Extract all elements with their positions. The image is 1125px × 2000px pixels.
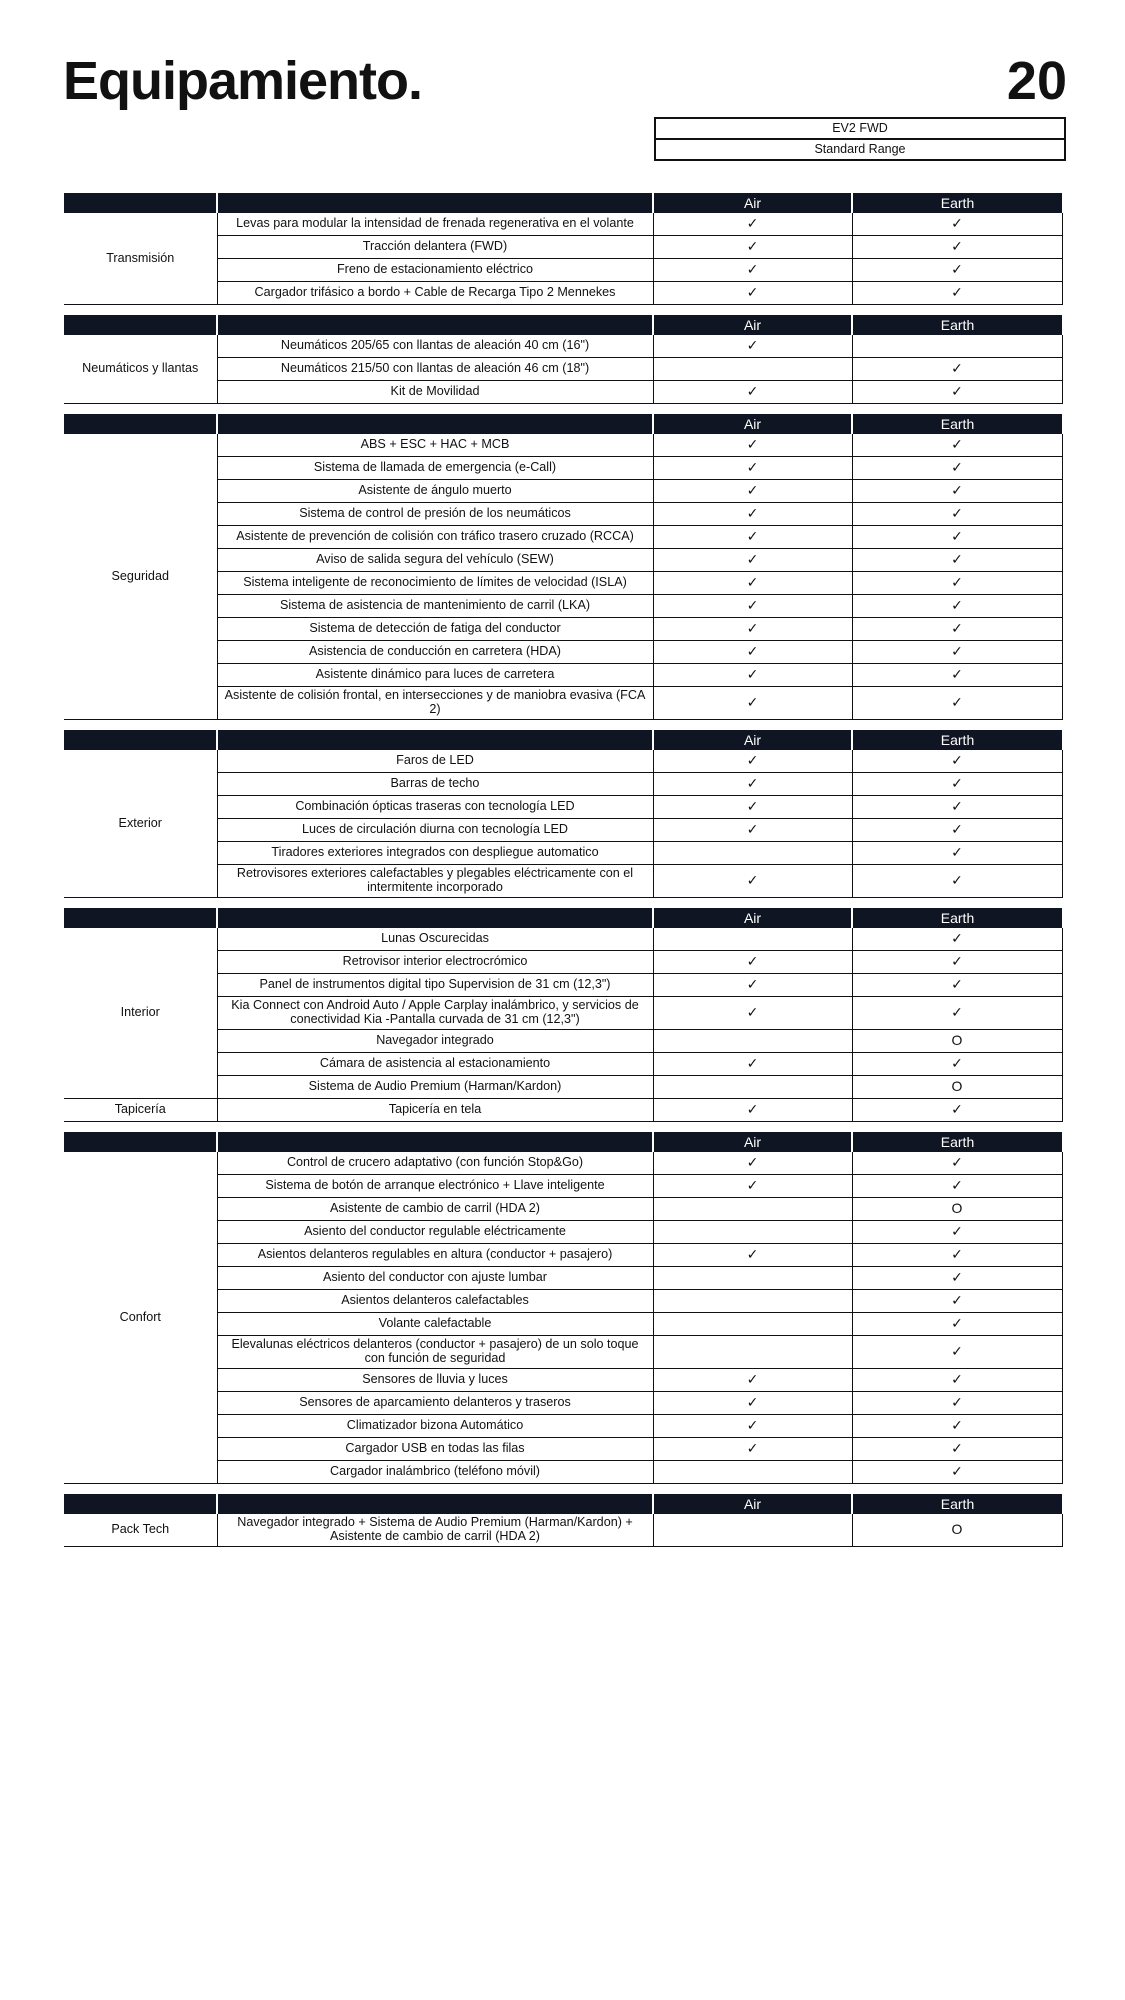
feature-name: ABS + ESC + HAC + MCB [217, 434, 653, 457]
feature-name: Neumáticos 215/50 con llantas de aleación 46 cm (18") [217, 358, 653, 381]
air-availability: ✓ [653, 1053, 852, 1076]
feature-name: Asiento del conductor con ajuste lumbar [217, 1267, 653, 1290]
air-availability [653, 1076, 852, 1099]
header-blank-category [64, 193, 217, 213]
category-label: Pack Tech [64, 1514, 217, 1547]
feature-name: Luces de circulación diurna con tecnología LED [217, 819, 653, 842]
spec-table-confort [64, 1132, 1063, 1484]
air-availability: ✓ [653, 1392, 852, 1415]
category-label: Confort [64, 1152, 217, 1484]
table-header-row [64, 1494, 1062, 1514]
spec-table-seguridad [64, 414, 1063, 720]
header-blank-feature [217, 1494, 653, 1514]
feature-name: Navegador integrado + Sistema de Audio Premium (Harman/Kardon) + Asistente de cambio de carril (HDA 2) [217, 1514, 653, 1547]
air-availability: ✓ [653, 434, 852, 457]
earth-availability: O [852, 1198, 1062, 1221]
earth-availability: ✓ [852, 572, 1062, 595]
earth-availability: ✓ [852, 434, 1062, 457]
air-availability: ✓ [653, 997, 852, 1030]
header-blank-category [64, 1494, 217, 1514]
table-row [64, 1152, 1062, 1175]
air-availability: ✓ [653, 480, 852, 503]
earth-availability: ✓ [852, 997, 1062, 1030]
feature-name: Sistema de Audio Premium (Harman/Kardon) [217, 1076, 653, 1099]
air-availability: ✓ [653, 951, 852, 974]
air-availability: ✓ [653, 595, 852, 618]
earth-availability: ✓ [852, 773, 1062, 796]
air-availability: ✓ [653, 773, 852, 796]
category-label: Transmisión [64, 213, 217, 305]
air-availability: ✓ [653, 1175, 852, 1198]
feature-name: Sistema de control de presión de los neumáticos [217, 503, 653, 526]
category-label: Exterior [64, 750, 217, 898]
air-availability [653, 1221, 852, 1244]
air-availability [653, 1267, 852, 1290]
feature-name: Cargador trifásico a bordo + Cable de Recarga Tipo 2 Mennekes [217, 282, 653, 305]
air-availability [653, 928, 852, 951]
feature-name: Elevalunas eléctricos delanteros (conductor + pasajero) de un solo toque con función de seguridad [217, 1336, 653, 1369]
header-earth: Earth [852, 193, 1062, 213]
header-blank-feature [217, 1132, 653, 1152]
air-availability: ✓ [653, 572, 852, 595]
header-blank-category [64, 730, 217, 750]
earth-availability: ✓ [852, 842, 1062, 865]
feature-name: Cargador USB en todas las filas [217, 1438, 653, 1461]
earth-availability: ✓ [852, 1221, 1062, 1244]
air-availability: ✓ [653, 213, 852, 236]
air-availability [653, 1030, 852, 1053]
earth-availability: ✓ [852, 1438, 1062, 1461]
earth-availability: O [852, 1030, 1062, 1053]
header-air: Air [653, 908, 852, 928]
air-availability: ✓ [653, 335, 852, 358]
feature-name: Sistema de asistencia de mantenimiento de carril (LKA) [217, 595, 653, 618]
feature-name: Retrovisores exteriores calefactables y plegables eléctricamente con el intermitente incorporado [217, 865, 653, 898]
earth-availability: ✓ [852, 1152, 1062, 1175]
earth-availability: ✓ [852, 974, 1062, 997]
air-availability: ✓ [653, 641, 852, 664]
air-availability: ✓ [653, 236, 852, 259]
header-air: Air [653, 730, 852, 750]
spec-table-transmision [64, 193, 1063, 305]
feature-name: Asistente de cambio de carril (HDA 2) [217, 1198, 653, 1221]
air-availability: ✓ [653, 549, 852, 572]
feature-name: Asistente dinámico para luces de carretera [217, 664, 653, 687]
air-availability: ✓ [653, 865, 852, 898]
header-blank-category [64, 908, 217, 928]
air-availability [653, 842, 852, 865]
feature-name: Asientos delanteros regulables en altura (conductor + pasajero) [217, 1244, 653, 1267]
air-availability: ✓ [653, 1152, 852, 1175]
earth-availability: ✓ [852, 282, 1062, 305]
air-availability: ✓ [653, 1099, 852, 1122]
air-availability: ✓ [653, 618, 852, 641]
feature-name: Asistente de colisión frontal, en intersecciones y de maniobra evasiva (FCA 2) [217, 687, 653, 720]
feature-name: Kit de Movilidad [217, 381, 653, 404]
feature-name: Climatizador bizona Automático [217, 1415, 653, 1438]
air-availability: ✓ [653, 796, 852, 819]
feature-name: Sensores de aparcamiento delanteros y traseros [217, 1392, 653, 1415]
earth-availability: ✓ [852, 457, 1062, 480]
page-number: 20 [1006, 51, 1067, 111]
header-earth: Earth [852, 1494, 1062, 1514]
header-earth: Earth [852, 315, 1062, 335]
feature-name: Asistente de ángulo muerto [217, 480, 653, 503]
earth-availability: ✓ [852, 664, 1062, 687]
air-availability [653, 1313, 852, 1336]
feature-name: Panel de instrumentos digital tipo Supervision de 31 cm (12,3") [217, 974, 653, 997]
air-availability: ✓ [653, 381, 852, 404]
equipment-tables [64, 193, 1062, 1557]
earth-availability: ✓ [852, 1053, 1062, 1076]
earth-availability: ✓ [852, 1267, 1062, 1290]
feature-name: Control de crucero adaptativo (con función Stop&Go) [217, 1152, 653, 1175]
earth-availability: O [852, 1076, 1062, 1099]
air-availability: ✓ [653, 664, 852, 687]
earth-availability: ✓ [852, 549, 1062, 572]
air-availability: ✓ [653, 1415, 852, 1438]
table-header-row [64, 193, 1062, 213]
air-availability: ✓ [653, 1244, 852, 1267]
feature-name: Aviso de salida segura del vehículo (SEW) [217, 549, 653, 572]
category-label: Neumáticos y llantas [64, 335, 217, 404]
header-blank-feature [217, 193, 653, 213]
feature-name: Faros de LED [217, 750, 653, 773]
air-availability: ✓ [653, 1438, 852, 1461]
spec-table-neumaticos [64, 315, 1063, 404]
header-earth: Earth [852, 908, 1062, 928]
feature-name: Cámara de asistencia al estacionamiento [217, 1053, 653, 1076]
table-row [64, 434, 1062, 457]
earth-availability: ✓ [852, 1415, 1062, 1438]
page-title: Equipamiento. [63, 51, 423, 111]
feature-name: Sistema de detección de fatiga del conductor [217, 618, 653, 641]
earth-availability: ✓ [852, 687, 1062, 720]
spec-table-interior [64, 908, 1063, 1122]
table-header-row [64, 1132, 1062, 1152]
feature-name: Levas para modular la intensidad de frenada regenerativa en el volante [217, 213, 653, 236]
header-blank-feature [217, 730, 653, 750]
feature-name: Navegador integrado [217, 1030, 653, 1053]
earth-availability: ✓ [852, 865, 1062, 898]
earth-availability: ✓ [852, 595, 1062, 618]
feature-name: Lunas Oscurecidas [217, 928, 653, 951]
earth-availability: ✓ [852, 259, 1062, 282]
header-blank-category [64, 1132, 217, 1152]
air-availability [653, 1461, 852, 1484]
feature-name: Tapicería en tela [217, 1099, 653, 1122]
header-blank-feature [217, 908, 653, 928]
earth-availability: ✓ [852, 1461, 1062, 1484]
earth-availability: ✓ [852, 526, 1062, 549]
air-availability [653, 1514, 852, 1547]
table-row [64, 213, 1062, 236]
earth-availability: ✓ [852, 1290, 1062, 1313]
header-blank-category [64, 414, 217, 434]
feature-name: Tracción delantera (FWD) [217, 236, 653, 259]
feature-name: Sistema de llamada de emergencia (e-Call) [217, 457, 653, 480]
table-row [64, 1514, 1062, 1547]
earth-availability: ✓ [852, 358, 1062, 381]
feature-name: Barras de techo [217, 773, 653, 796]
air-availability: ✓ [653, 526, 852, 549]
model-name: EV2 FWD [832, 121, 888, 135]
feature-name: Asientos delanteros calefactables [217, 1290, 653, 1313]
header-earth: Earth [852, 414, 1062, 434]
earth-availability: ✓ [852, 641, 1062, 664]
earth-availability: ✓ [852, 1392, 1062, 1415]
air-availability [653, 358, 852, 381]
earth-availability: ✓ [852, 213, 1062, 236]
air-availability: ✓ [653, 503, 852, 526]
feature-name: Tiradores exteriores integrados con despliegue automatico [217, 842, 653, 865]
category-label: Interior [64, 928, 217, 1099]
table-header-row [64, 315, 1062, 335]
model-header [654, 117, 1066, 161]
earth-availability: ✓ [852, 1336, 1062, 1369]
spec-table-exterior [64, 730, 1063, 898]
header-air: Air [653, 1494, 852, 1514]
feature-name: Retrovisor interior electrocrómico [217, 951, 653, 974]
earth-availability: ✓ [852, 750, 1062, 773]
table-row [64, 335, 1062, 358]
feature-name: Combinación ópticas traseras con tecnología LED [217, 796, 653, 819]
table-header-row [64, 730, 1062, 750]
air-availability: ✓ [653, 1369, 852, 1392]
earth-availability: ✓ [852, 1244, 1062, 1267]
earth-availability [852, 335, 1062, 358]
earth-availability: ✓ [852, 618, 1062, 641]
header-blank-feature [217, 315, 653, 335]
earth-availability: ✓ [852, 503, 1062, 526]
air-availability [653, 1198, 852, 1221]
feature-name: Volante calefactable [217, 1313, 653, 1336]
feature-name: Neumáticos 205/65 con llantas de aleación 40 cm (16") [217, 335, 653, 358]
earth-availability: ✓ [852, 951, 1062, 974]
header-earth: Earth [852, 730, 1062, 750]
air-availability: ✓ [653, 750, 852, 773]
earth-availability: ✓ [852, 796, 1062, 819]
earth-availability: ✓ [852, 1175, 1062, 1198]
feature-name: Kia Connect con Android Auto / Apple Carplay inalámbrico, y servicios de conectividad Kia -Pantalla curvada de 31 cm (12,3") [217, 997, 653, 1030]
header-air: Air [653, 414, 852, 434]
air-availability: ✓ [653, 819, 852, 842]
table-row [64, 928, 1062, 951]
feature-name: Sistema de botón de arranque electrónico + Llave inteligente [217, 1175, 653, 1198]
table-row [64, 750, 1062, 773]
category-label: Seguridad [64, 434, 217, 720]
table-row [64, 1099, 1062, 1122]
air-availability: ✓ [653, 457, 852, 480]
earth-availability: ✓ [852, 928, 1062, 951]
header-earth: Earth [852, 1132, 1062, 1152]
air-availability: ✓ [653, 974, 852, 997]
earth-availability: ✓ [852, 819, 1062, 842]
feature-name: Cargador inalámbrico (teléfono móvil) [217, 1461, 653, 1484]
air-availability: ✓ [653, 282, 852, 305]
table-header-row [64, 908, 1062, 928]
feature-name: Asistente de prevención de colisión con tráfico trasero cruzado (RCCA) [217, 526, 653, 549]
feature-name: Sensores de lluvia y luces [217, 1369, 653, 1392]
category-label: Tapicería [64, 1099, 217, 1122]
table-header-row [64, 414, 1062, 434]
earth-availability: ✓ [852, 381, 1062, 404]
earth-availability: O [852, 1514, 1062, 1547]
feature-name: Asistencia de conducción en carretera (HDA) [217, 641, 653, 664]
header-air: Air [653, 315, 852, 335]
header-blank-feature [217, 414, 653, 434]
earth-availability: ✓ [852, 236, 1062, 259]
air-availability: ✓ [653, 687, 852, 720]
spec-table-pack-tech [64, 1494, 1063, 1547]
header-blank-category [64, 315, 217, 335]
earth-availability: ✓ [852, 480, 1062, 503]
header-air: Air [653, 193, 852, 213]
earth-availability: ✓ [852, 1313, 1062, 1336]
air-availability [653, 1290, 852, 1313]
air-availability [653, 1336, 852, 1369]
feature-name: Freno de estacionamiento eléctrico [217, 259, 653, 282]
air-availability: ✓ [653, 259, 852, 282]
model-range: Standard Range [656, 138, 1064, 159]
feature-name: Asiento del conductor regulable eléctricamente [217, 1221, 653, 1244]
earth-availability: ✓ [852, 1099, 1062, 1122]
feature-name: Sistema inteligente de reconocimiento de límites de velocidad (ISLA) [217, 572, 653, 595]
header-air: Air [653, 1132, 852, 1152]
earth-availability: ✓ [852, 1369, 1062, 1392]
